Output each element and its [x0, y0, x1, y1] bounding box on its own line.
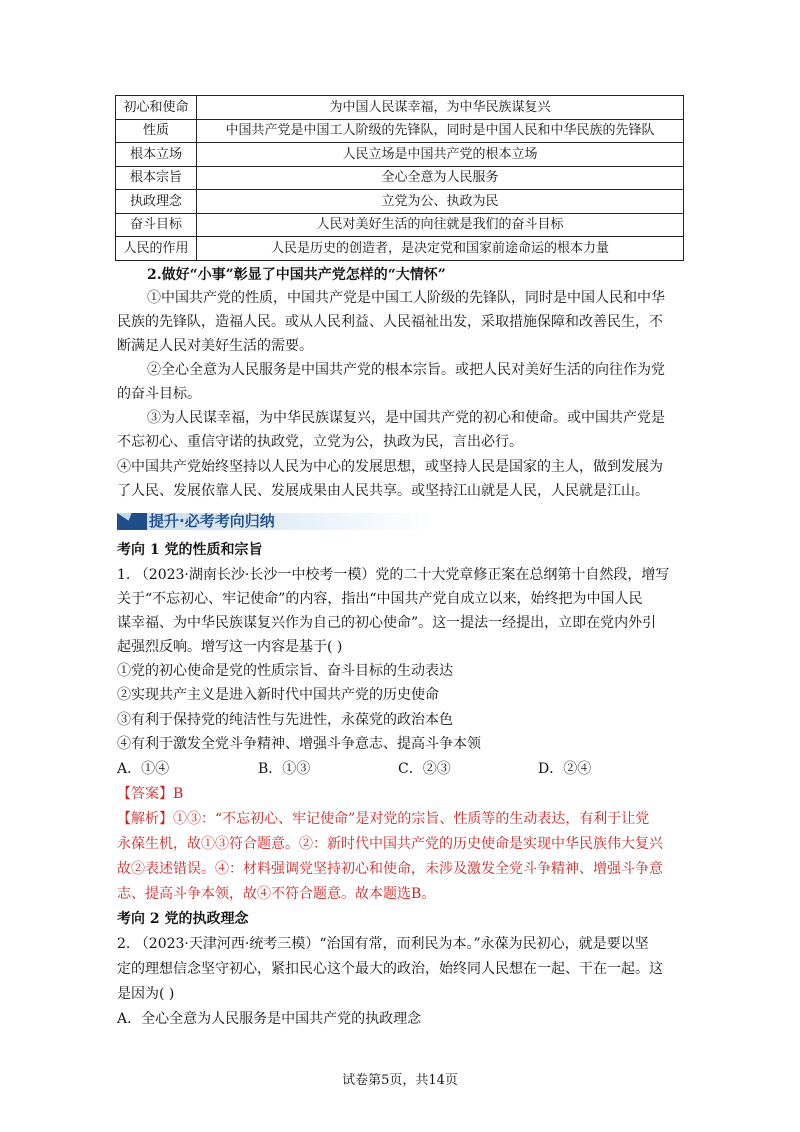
table-key-cell: 执政理念: [116, 190, 197, 214]
section2-line: ④中国共产党始终坚持以人民为中心的发展思想，或坚持人民是国家的主人，做到发展为: [117, 459, 663, 475]
table-key-cell: 根本宗旨: [116, 166, 197, 190]
table-row: [116, 190, 684, 214]
statement: ②实现共产主义是进入新时代中国共产党的历史使命: [117, 687, 439, 703]
page-footer: 试卷第5页，共14页: [342, 1073, 458, 1088]
option-a[interactable]: A．①④: [117, 761, 170, 777]
section2-line: 断满足人民对美好生活的需要。: [117, 338, 313, 354]
table-key-cell: 人民的作用: [116, 237, 197, 261]
analysis-line: 永葆生机，故①③符合题意。②：新时代中国共产党的历史使命是实现中华民族伟大复兴: [117, 836, 663, 852]
table-key-cell: 奋斗目标: [116, 213, 197, 237]
table-row: [116, 237, 684, 261]
question1-line: 起强烈反响。增写这一内容是基于( ): [117, 639, 343, 655]
table-value-cell: 中国共产党是中国工人阶级的先锋队，同时是中国人民和中华民族的先锋队: [197, 119, 684, 143]
table-row: [116, 213, 684, 237]
analysis-line: 志、提高斗争本领，故④不符合题意。故本题选B。: [117, 886, 436, 902]
option-d[interactable]: D．②④: [538, 761, 592, 777]
section-banner: [117, 510, 433, 530]
question2-line: 是因为( ): [117, 986, 175, 1002]
section2-line: 不忘初心、重信守诺的执政党，立党为公，执政为民，言出必行。: [117, 434, 523, 450]
answer-label: 【答案】B: [117, 786, 184, 802]
section2-line: ②全心全意为人民服务是中国共产党的根本宗旨。或把人民对美好生活的向往作为党: [147, 362, 665, 378]
table-key-cell: 根本立场: [116, 143, 197, 167]
table-value-cell: 人民对美好生活的向往就是我们的奋斗目标: [197, 213, 684, 237]
question1-line: 关于“不忘初心、牢记使命”的内容，指出“中国共产党自成立以来，始终把为中国人民: [117, 591, 643, 607]
question1-line: 谋幸福、为中华民族谋复兴作为自己的初心使命”。这一提法一经提出，立即在党内外引: [117, 615, 657, 631]
table-value-cell: 全心全意为人民服务: [197, 166, 684, 190]
section2-line: 的奋斗目标。: [117, 386, 201, 402]
statement: ③有利于保持党的纯洁性与先进性，永葆党的政治本色: [117, 712, 453, 728]
table-value-cell: 人民是历史的创造者，是决定党和国家前途命运的根本力量: [197, 237, 684, 261]
section2-heading: 2.做好“小事”彰显了中国共产党怎样的“大情怀”: [147, 267, 446, 283]
option-c[interactable]: C．②③: [398, 761, 451, 777]
summary-table-body: [116, 96, 684, 261]
section2-line: ③为人民谋幸福，为中华民族谋复兴，是中国共产党的初心和使命。或中国共产党是: [147, 410, 665, 426]
question2-line: 2. （2023·天津河西·统考三模）“治国有常，而利民为本。”永葆为民初心，就是要以坚: [117, 936, 649, 952]
option-b[interactable]: B．①③: [258, 761, 311, 777]
question1-line: 1. （2023·湖南长沙·长沙一中校考一模）党的二十大党章修正案在总纲第十自然段，增写: [117, 567, 670, 583]
table-value-cell: 人民立场是中国共产党的根本立场: [197, 143, 684, 167]
table-row: [116, 96, 684, 120]
table-row: [116, 119, 684, 143]
table-value-cell: 为中国人民谋幸福，为中华民族谋复兴: [197, 96, 684, 120]
question2-line: 定的理想信念坚守初心，紧扣民心这个最大的政治，始终同人民想在一起、干在一起。这: [117, 961, 663, 977]
section2-line: ①中国共产党的性质，中国共产党是中国工人阶级的先锋队，同时是中国人民和中华: [147, 290, 665, 306]
section2-line: 民族的先锋队，造福人民。或从人民利益、人民福祉出发，采取措施保障和改善民生，不: [117, 314, 663, 330]
section2-line: 了人民、发展依靠人民、发展成果由人民共享。或坚持江山就是人民，人民就是江山。: [117, 483, 649, 499]
banner-title: 提升·必考考向归纳: [149, 512, 275, 530]
table-row: [116, 143, 684, 167]
statement: ④有利于激发全党斗争精神、增强斗争意志、提高斗争本领: [117, 736, 481, 752]
analysis-line: 故②表述错误。④：材料强调党坚持初心和使命，未涉及激发全党斗争精神、增强斗争意: [117, 861, 663, 877]
topic1-heading: 考向 1 党的性质和宗旨: [117, 542, 263, 558]
question2-option-a[interactable]: A．全心全意为人民服务是中国共产党的执政理念: [117, 1011, 422, 1027]
table-row: [116, 166, 684, 190]
table-key-cell: 性质: [116, 119, 197, 143]
table-key-cell: 初心和使命: [116, 96, 197, 120]
topic2-heading: 考向 2 党的执政理念: [117, 911, 249, 927]
summary-table: [115, 95, 684, 261]
statement: ①党的初心使命是党的性质宗旨、奋斗目标的生动表达: [117, 663, 453, 679]
analysis-line: 【解析】①③：“不忘初心、牢记使命”是对党的宗旨、性质等的生动表达，有利于让党: [117, 811, 650, 827]
table-value-cell: 立党为公、执政为民: [197, 190, 684, 214]
